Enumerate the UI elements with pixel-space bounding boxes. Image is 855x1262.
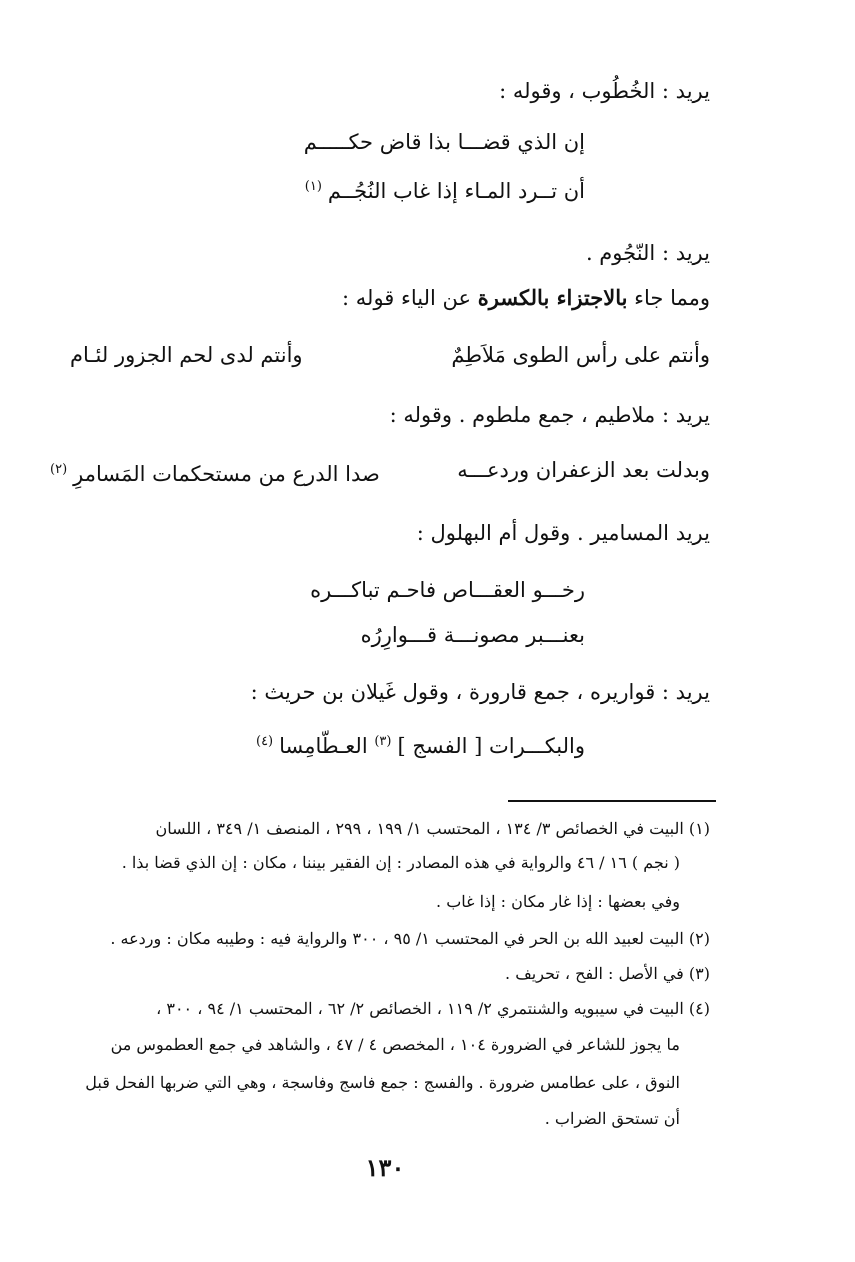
verse-5-text-a: والبكـــرات [ الفسج ]	[397, 734, 585, 758]
verse-3-second-hemistich	[50, 455, 380, 489]
prose-line-3-pre: ومما جاء	[634, 286, 710, 310]
verse-2-second-hemistich: وأنتم لدى لحم الجزور لئـام	[70, 343, 303, 367]
verse-1-first-hemistich: إن الذي قضـــا بذا قاض حكـــــم	[303, 130, 585, 154]
footnote-2: (٢) البيت لعبيد الله بن الحر في المحتسب ١/ ٩٥ ، ٣٠٠ والرواية فيه : وطيبه مكان : وردعه .	[110, 929, 710, 948]
verse-2-first-hemistich: وأنتم على رأس الطوى مَلاَطِمٌ	[451, 343, 710, 367]
footnote-1-line-1: (١) البيت في الخصائص ٣/ ١٣٤ ، المحتسب ١/ ١٩٩ ، ٢٩٩ ، المنصف ١/ ٣٤٩ ، اللسان	[155, 819, 710, 838]
verse-1-second-hemistich	[305, 172, 585, 206]
verse-4-first-hemistich: رخـــو العقـــاص فاحـم تباكـــره	[310, 578, 585, 602]
page-number: ١٣٠	[365, 1153, 405, 1182]
prose-line-3-bold: بالاجتزاء بالكسرة	[477, 285, 628, 310]
footnote-ref-1: (١)	[304, 179, 322, 194]
prose-line-5: يريد المسامير . وقول أم البهلول :	[416, 521, 710, 545]
prose-line-3-post: عن الياء قوله :	[342, 286, 472, 310]
footnote-4-line-2: ما يجوز للشاعر في الضرورة ١٠٤ ، المخصص ٤ / ٤٧ ، والشاهد في جمع العطموس من	[110, 1035, 680, 1054]
footnote-1-line-2: ( نجم ) ١٦ / ٤٦ والرواية في هذه المصادر : إن الفقير بيننا ، مكان : إن الذي قضا بذا .	[121, 853, 680, 872]
footnote-ref-2: (٢)	[50, 462, 68, 477]
footnote-4-line-4: أن تستحق الضراب .	[544, 1109, 680, 1128]
footnote-4-line-1: (٤) البيت في سيبويه والشنتمري ٢/ ١١٩ ، الخصائص ٢/ ٦٢ ، المحتسب ١/ ٩٤ ، ٣٠٠ ،	[156, 999, 710, 1018]
verse-4-second-hemistich: بعنـــبر مصونـــة قـــوارِرُه	[360, 623, 585, 647]
verse-3-first-hemistich: وبدلت بعد الزعفران وردعـــه	[457, 458, 710, 482]
prose-line-4: يريد : ملاطيم ، جمع ملطوم . وقوله :	[389, 403, 710, 427]
prose-line-3	[342, 283, 710, 313]
footnote-ref-4: (٤)	[255, 734, 274, 749]
prose-line-2: يريد : النّجُوم .	[585, 241, 710, 265]
verse-5	[256, 727, 585, 761]
verse-5-text-b: العـطّامِسا	[279, 734, 368, 758]
prose-line-1: يريد : الخُطُوب ، وقوله :	[499, 79, 710, 103]
footnote-4-line-3: النوق ، على عطامس ضرورة . والفسج : جمع فاسج وفاسجة ، وهي التي ضربها الفحل قبل	[85, 1073, 680, 1092]
footnote-3: (٣) في الأصل : الفح ، تحريف .	[505, 964, 710, 983]
footnote-1-line-3: وفي بعضها : إذا غار مكان : إذا غاب .	[436, 892, 680, 911]
verse-1-second-text: أن تــرد المـاء إذا غاب النُجُــم	[327, 179, 585, 203]
verse-3-second-text: صدا الدرع من مستحكمات المَسامرِ	[73, 462, 380, 486]
footnote-separator	[508, 800, 716, 802]
prose-line-6: يريد : قواريره ، جمع قارورة ، وقول غَيلان بن حريث :	[250, 680, 710, 704]
footnote-ref-3: (٣)	[374, 734, 392, 749]
